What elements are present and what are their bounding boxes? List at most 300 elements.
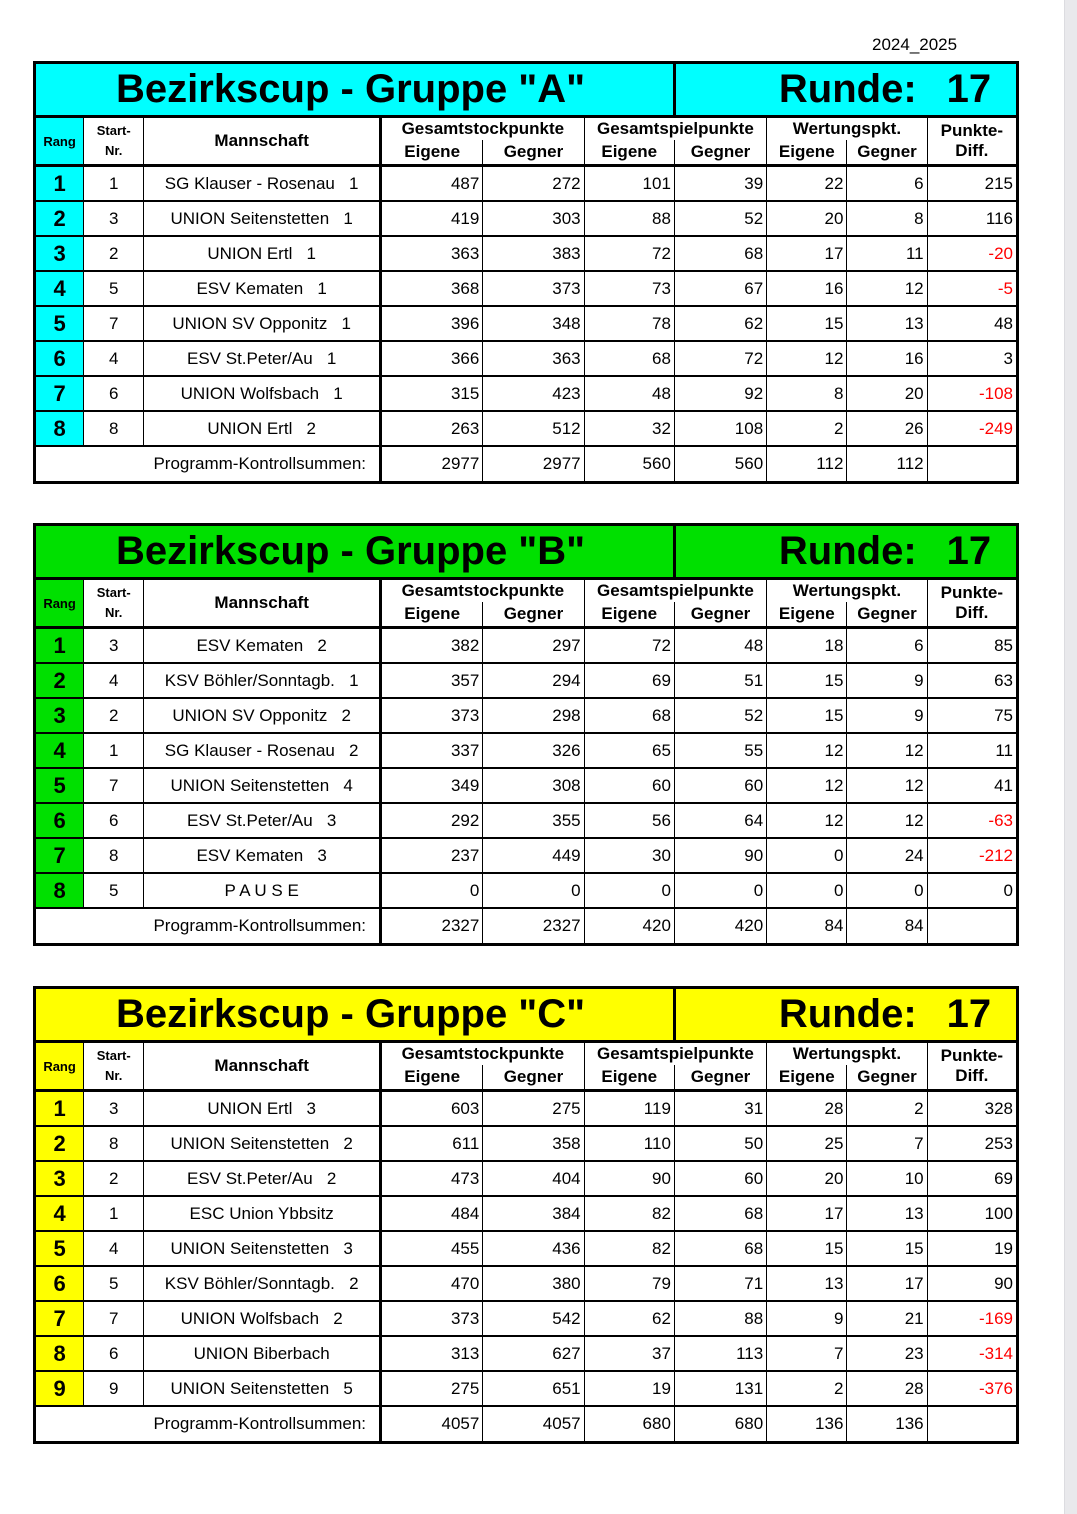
start-nr-header: [84, 579, 144, 628]
stock-own-cell: 275: [381, 1371, 483, 1406]
team-cell: UNION Seitenstetten 4: [144, 768, 381, 803]
gesamtspielpunkte-header: Gesamtspielpunkte: [584, 117, 767, 141]
stock-opp-cell: 384: [483, 1196, 584, 1231]
wert-own-cell: 12: [767, 341, 847, 376]
wert-own-cell: 22: [767, 166, 847, 202]
wert-own-cell: 9: [767, 1301, 847, 1336]
team-cell: SG Klauser - Rosenau 2: [144, 733, 381, 768]
sum-spiel-opp-cell: 560: [674, 446, 766, 483]
sum-stock-own-cell: 2327: [381, 908, 483, 945]
stock-opp-cell: 348: [483, 306, 584, 341]
wert-opp-cell: 24: [847, 838, 927, 873]
wert-own-cell: 16: [767, 271, 847, 306]
diff-cell: 0: [927, 873, 1017, 908]
sum-wert-own-cell: 112: [767, 446, 847, 483]
sum-empty-cell: [927, 908, 1017, 945]
rank-cell: 6: [35, 341, 84, 376]
wert-opp-cell: 9: [847, 698, 927, 733]
team-cell: UNION Ertl 2: [144, 411, 381, 446]
sum-empty-cell: [927, 1406, 1017, 1443]
table-row: [35, 306, 1018, 341]
diff-cell: 75: [927, 698, 1017, 733]
spiel-own-cell: 110: [584, 1126, 674, 1161]
punkte-diff-header-line2: Diff.: [955, 141, 989, 160]
start-nr-cell: 3: [84, 201, 144, 236]
stock-own-cell: 611: [381, 1126, 483, 1161]
start-nr-cell: 6: [84, 803, 144, 838]
wert-own-cell: 17: [767, 1196, 847, 1231]
wert-opp-cell: 12: [847, 271, 927, 306]
punkte-diff-header-line2: Diff.: [955, 1066, 989, 1085]
gegner-header: Gegner: [847, 1065, 927, 1091]
rank-cell: 6: [35, 1266, 84, 1301]
rank-cell: 3: [35, 698, 84, 733]
diff-cell: -314: [927, 1336, 1017, 1371]
wert-opp-cell: 17: [847, 1266, 927, 1301]
start-nr-cell: 4: [84, 1231, 144, 1266]
rank-cell: 8: [35, 873, 84, 908]
table-row: [35, 1336, 1018, 1371]
gegner-header: Gegner: [674, 140, 766, 166]
wertungspkt-header: Wertungspkt.: [767, 117, 927, 141]
spiel-own-cell: 119: [584, 1091, 674, 1127]
eigene-header: Eigene: [381, 140, 483, 166]
diff-cell: -63: [927, 803, 1017, 838]
diff-cell: 90: [927, 1266, 1017, 1301]
wert-opp-cell: 6: [847, 628, 927, 664]
standings-table: [33, 523, 1019, 946]
sum-stock-own-cell: 4057: [381, 1406, 483, 1443]
stock-opp-cell: 373: [483, 271, 584, 306]
stock-opp-cell: 308: [483, 768, 584, 803]
wert-own-cell: 18: [767, 628, 847, 664]
gegner-header: Gegner: [847, 140, 927, 166]
diff-cell: -249: [927, 411, 1017, 446]
spiel-opp-cell: 50: [674, 1126, 766, 1161]
round-cell: [674, 988, 1017, 1042]
start-nr-cell: 6: [84, 376, 144, 411]
team-cell: UNION Seitenstetten 2: [144, 1126, 381, 1161]
punkte-diff-header-line1: Punkte-: [940, 583, 1003, 602]
team-cell: UNION Wolfsbach 1: [144, 376, 381, 411]
spiel-opp-cell: 68: [674, 1231, 766, 1266]
stock-own-cell: 382: [381, 628, 483, 664]
spiel-opp-cell: 64: [674, 803, 766, 838]
wert-own-cell: 0: [767, 873, 847, 908]
wert-opp-cell: 12: [847, 803, 927, 838]
gegner-header: Gegner: [483, 1065, 584, 1091]
diff-cell: 328: [927, 1091, 1017, 1127]
table-row: [35, 376, 1018, 411]
wert-own-cell: 7: [767, 1336, 847, 1371]
stock-opp-cell: 449: [483, 838, 584, 873]
wert-opp-cell: 26: [847, 411, 927, 446]
stock-opp-cell: 627: [483, 1336, 584, 1371]
stock-opp-cell: 651: [483, 1371, 584, 1406]
control-sum-label: Programm-Kontrollsummen:: [35, 446, 381, 483]
spiel-own-cell: 60: [584, 768, 674, 803]
table-row: [35, 166, 1018, 202]
start-nr-cell: 3: [84, 628, 144, 664]
table-row: [35, 1231, 1018, 1266]
team-cell: ESV St.Peter/Au 3: [144, 803, 381, 838]
start-nr-cell: 5: [84, 1266, 144, 1301]
sum-spiel-opp-cell: 680: [674, 1406, 766, 1443]
sum-wert-own-cell: 136: [767, 1406, 847, 1443]
spiel-opp-cell: 108: [674, 411, 766, 446]
sum-empty-cell: [927, 446, 1017, 483]
control-sum-label: Programm-Kontrollsummen:: [35, 1406, 381, 1443]
sum-wert-opp-cell: 136: [847, 1406, 927, 1443]
team-cell: UNION Seitenstetten 5: [144, 1371, 381, 1406]
wert-opp-cell: 7: [847, 1126, 927, 1161]
diff-cell: 85: [927, 628, 1017, 664]
table-row: [35, 698, 1018, 733]
sum-wert-opp-cell: 112: [847, 446, 927, 483]
punkte-diff-header: [927, 1042, 1017, 1091]
spiel-opp-cell: 0: [674, 873, 766, 908]
sum-spiel-own-cell: 560: [584, 446, 674, 483]
eigene-header: Eigene: [381, 602, 483, 628]
rank-cell: 7: [35, 1301, 84, 1336]
spiel-opp-cell: 60: [674, 768, 766, 803]
rank-cell: 1: [35, 166, 84, 202]
sum-wert-opp-cell: 84: [847, 908, 927, 945]
start-nr-header-line1: Start-: [96, 585, 131, 600]
start-nr-cell: 8: [84, 411, 144, 446]
stock-own-cell: 315: [381, 376, 483, 411]
gegner-header: Gegner: [483, 140, 584, 166]
table-row: [35, 341, 1018, 376]
table-row: [35, 1301, 1018, 1336]
wert-own-cell: 20: [767, 201, 847, 236]
start-nr-cell: 5: [84, 873, 144, 908]
spiel-own-cell: 19: [584, 1371, 674, 1406]
spiel-own-cell: 0: [584, 873, 674, 908]
rank-cell: 4: [35, 733, 84, 768]
stock-opp-cell: 275: [483, 1091, 584, 1127]
eigene-header: Eigene: [381, 1065, 483, 1091]
team-cell: ESV Kematen 3: [144, 838, 381, 873]
rank-cell: 8: [35, 411, 84, 446]
diff-cell: 100: [927, 1196, 1017, 1231]
round-label: Runde:: [778, 67, 917, 111]
wert-own-cell: 13: [767, 1266, 847, 1301]
team-cell: UNION SV Opponitz 1: [144, 306, 381, 341]
stock-opp-cell: 436: [483, 1231, 584, 1266]
stock-opp-cell: 0: [483, 873, 584, 908]
start-nr-cell: 1: [84, 1196, 144, 1231]
spiel-own-cell: 78: [584, 306, 674, 341]
stock-own-cell: 373: [381, 1301, 483, 1336]
team-cell: UNION Biberbach: [144, 1336, 381, 1371]
start-nr-cell: 1: [84, 166, 144, 202]
stock-own-cell: 292: [381, 803, 483, 838]
team-cell: UNION Seitenstetten 3: [144, 1231, 381, 1266]
round-number: 17: [946, 529, 992, 573]
round-number: 17: [946, 67, 992, 111]
wert-opp-cell: 2: [847, 1091, 927, 1127]
round-label: Runde:: [778, 992, 917, 1036]
team-cell: ESC Union Ybbsitz: [144, 1196, 381, 1231]
diff-cell: -169: [927, 1301, 1017, 1336]
eigene-header: Eigene: [767, 602, 847, 628]
stock-own-cell: 473: [381, 1161, 483, 1196]
gegner-header: Gegner: [674, 1065, 766, 1091]
wert-opp-cell: 6: [847, 166, 927, 202]
start-nr-cell: 8: [84, 838, 144, 873]
sum-stock-opp-cell: 2977: [483, 446, 584, 483]
sum-spiel-own-cell: 420: [584, 908, 674, 945]
rang-header: Rang: [35, 579, 84, 628]
spiel-opp-cell: 90: [674, 838, 766, 873]
table-row: [35, 1371, 1018, 1406]
table-row: [35, 1266, 1018, 1301]
spiel-own-cell: 48: [584, 376, 674, 411]
stock-own-cell: 313: [381, 1336, 483, 1371]
wert-own-cell: 12: [767, 768, 847, 803]
spiel-opp-cell: 60: [674, 1161, 766, 1196]
start-nr-cell: 2: [84, 236, 144, 271]
diff-cell: 116: [927, 201, 1017, 236]
wert-own-cell: 17: [767, 236, 847, 271]
diff-cell: 253: [927, 1126, 1017, 1161]
wert-own-cell: 20: [767, 1161, 847, 1196]
wert-opp-cell: 23: [847, 1336, 927, 1371]
rank-cell: 2: [35, 1126, 84, 1161]
spiel-own-cell: 72: [584, 628, 674, 664]
team-cell: ESV Kematen 1: [144, 271, 381, 306]
team-cell: UNION Wolfsbach 2: [144, 1301, 381, 1336]
wert-own-cell: 15: [767, 1231, 847, 1266]
table-row: [35, 628, 1018, 664]
control-sum-row: [35, 1406, 1018, 1443]
spiel-own-cell: 37: [584, 1336, 674, 1371]
start-nr-cell: 7: [84, 768, 144, 803]
mannschaft-header: Mannschaft: [144, 1042, 381, 1091]
diff-cell: 48: [927, 306, 1017, 341]
wert-own-cell: 12: [767, 733, 847, 768]
start-nr-header-line2: Nr.: [105, 1068, 123, 1083]
rank-cell: 4: [35, 1196, 84, 1231]
stock-own-cell: 337: [381, 733, 483, 768]
gegner-header: Gegner: [847, 602, 927, 628]
round-cell: [674, 63, 1017, 117]
wert-own-cell: 15: [767, 306, 847, 341]
wert-opp-cell: 13: [847, 1196, 927, 1231]
rank-cell: 7: [35, 376, 84, 411]
rang-header: Rang: [35, 1042, 84, 1091]
sum-stock-opp-cell: 2327: [483, 908, 584, 945]
standings-table: [33, 986, 1019, 1444]
wert-opp-cell: 12: [847, 733, 927, 768]
wert-own-cell: 15: [767, 663, 847, 698]
wert-own-cell: 12: [767, 803, 847, 838]
team-cell: SG Klauser - Rosenau 1: [144, 166, 381, 202]
start-nr-cell: 7: [84, 1301, 144, 1336]
stock-opp-cell: 423: [483, 376, 584, 411]
start-nr-cell: 5: [84, 271, 144, 306]
stock-own-cell: 470: [381, 1266, 483, 1301]
team-cell: ESV St.Peter/Au 2: [144, 1161, 381, 1196]
punkte-diff-header-line2: Diff.: [955, 603, 989, 622]
rank-cell: 3: [35, 236, 84, 271]
sum-spiel-opp-cell: 420: [674, 908, 766, 945]
wert-own-cell: 0: [767, 838, 847, 873]
team-cell: P A U S E: [144, 873, 381, 908]
spiel-opp-cell: 72: [674, 341, 766, 376]
stock-own-cell: 487: [381, 166, 483, 202]
team-cell: UNION Ertl 3: [144, 1091, 381, 1127]
diff-cell: -376: [927, 1371, 1017, 1406]
stock-opp-cell: 363: [483, 341, 584, 376]
rank-cell: 9: [35, 1371, 84, 1406]
start-nr-cell: 9: [84, 1371, 144, 1406]
spiel-own-cell: 90: [584, 1161, 674, 1196]
sum-wert-own-cell: 84: [767, 908, 847, 945]
stock-opp-cell: 326: [483, 733, 584, 768]
stock-opp-cell: 404: [483, 1161, 584, 1196]
start-nr-cell: 7: [84, 306, 144, 341]
spiel-opp-cell: 51: [674, 663, 766, 698]
rank-cell: 5: [35, 306, 84, 341]
stock-own-cell: 366: [381, 341, 483, 376]
table-row: [35, 236, 1018, 271]
spiel-own-cell: 30: [584, 838, 674, 873]
group-title: Bezirkscup - Gruppe "B": [35, 525, 675, 579]
round-cell: [674, 525, 1017, 579]
start-nr-cell: 2: [84, 698, 144, 733]
stock-own-cell: 396: [381, 306, 483, 341]
punkte-diff-header: [927, 117, 1017, 166]
stock-opp-cell: 303: [483, 201, 584, 236]
stock-opp-cell: 272: [483, 166, 584, 202]
team-cell: UNION SV Opponitz 2: [144, 698, 381, 733]
scrollbar[interactable]: [1064, 0, 1077, 1514]
gegner-header: Gegner: [483, 602, 584, 628]
control-sum-row: [35, 908, 1018, 945]
gesamtstockpunkte-header: Gesamtstockpunkte: [381, 579, 585, 603]
group-title: Bezirkscup - Gruppe "C": [35, 988, 675, 1042]
spiel-own-cell: 68: [584, 341, 674, 376]
spiel-own-cell: 88: [584, 201, 674, 236]
stock-own-cell: 368: [381, 271, 483, 306]
wert-opp-cell: 21: [847, 1301, 927, 1336]
table-row: [35, 1196, 1018, 1231]
group-b-table: [33, 523, 1019, 946]
wert-opp-cell: 12: [847, 768, 927, 803]
wert-opp-cell: 10: [847, 1161, 927, 1196]
wert-opp-cell: 0: [847, 873, 927, 908]
wert-opp-cell: 9: [847, 663, 927, 698]
team-cell: ESV Kematen 2: [144, 628, 381, 664]
stock-opp-cell: 355: [483, 803, 584, 838]
table-row: [35, 663, 1018, 698]
stock-opp-cell: 294: [483, 663, 584, 698]
spiel-opp-cell: 52: [674, 201, 766, 236]
table-row: [35, 803, 1018, 838]
group-title: Bezirkscup - Gruppe "A": [35, 63, 675, 117]
spiel-opp-cell: 52: [674, 698, 766, 733]
wert-opp-cell: 16: [847, 341, 927, 376]
spiel-opp-cell: 39: [674, 166, 766, 202]
start-nr-cell: 2: [84, 1161, 144, 1196]
rank-cell: 5: [35, 1231, 84, 1266]
stock-opp-cell: 542: [483, 1301, 584, 1336]
rank-cell: 2: [35, 663, 84, 698]
spiel-opp-cell: 48: [674, 628, 766, 664]
diff-cell: 11: [927, 733, 1017, 768]
team-cell: ESV St.Peter/Au 1: [144, 341, 381, 376]
stock-own-cell: 0: [381, 873, 483, 908]
sum-spiel-own-cell: 680: [584, 1406, 674, 1443]
spiel-own-cell: 73: [584, 271, 674, 306]
table-row: [35, 873, 1018, 908]
start-nr-header-line2: Nr.: [105, 143, 123, 158]
standings-table: [33, 61, 1019, 484]
spiel-opp-cell: 31: [674, 1091, 766, 1127]
stock-opp-cell: 298: [483, 698, 584, 733]
spiel-own-cell: 69: [584, 663, 674, 698]
wert-own-cell: 2: [767, 1371, 847, 1406]
table-row: [35, 768, 1018, 803]
rank-cell: 6: [35, 803, 84, 838]
team-cell: KSV Böhler/Sonntagb. 1: [144, 663, 381, 698]
start-nr-header-line1: Start-: [96, 1048, 131, 1063]
eigene-header: Eigene: [767, 1065, 847, 1091]
gesamtstockpunkte-header: Gesamtstockpunkte: [381, 1042, 585, 1066]
stock-own-cell: 603: [381, 1091, 483, 1127]
start-nr-header: [84, 1042, 144, 1091]
wert-opp-cell: 28: [847, 1371, 927, 1406]
spiel-own-cell: 101: [584, 166, 674, 202]
stock-opp-cell: 297: [483, 628, 584, 664]
spiel-own-cell: 72: [584, 236, 674, 271]
gesamtspielpunkte-header: Gesamtspielpunkte: [584, 579, 767, 603]
stock-own-cell: 237: [381, 838, 483, 873]
spiel-opp-cell: 88: [674, 1301, 766, 1336]
spiel-opp-cell: 113: [674, 1336, 766, 1371]
spiel-own-cell: 82: [584, 1231, 674, 1266]
round-label: Runde:: [778, 529, 917, 573]
team-cell: KSV Böhler/Sonntagb. 2: [144, 1266, 381, 1301]
rank-cell: 1: [35, 628, 84, 664]
table-row: [35, 1161, 1018, 1196]
wert-opp-cell: 11: [847, 236, 927, 271]
rank-cell: 2: [35, 201, 84, 236]
stock-opp-cell: 512: [483, 411, 584, 446]
punkte-diff-header-line1: Punkte-: [940, 1046, 1003, 1065]
wert-own-cell: 15: [767, 698, 847, 733]
wert-own-cell: 25: [767, 1126, 847, 1161]
spiel-opp-cell: 55: [674, 733, 766, 768]
spiel-opp-cell: 131: [674, 1371, 766, 1406]
stock-own-cell: 349: [381, 768, 483, 803]
spiel-own-cell: 79: [584, 1266, 674, 1301]
gegner-header: Gegner: [674, 602, 766, 628]
start-nr-header-line1: Start-: [96, 123, 131, 138]
season-label: 2024_2025: [872, 35, 958, 54]
diff-cell: 69: [927, 1161, 1017, 1196]
gesamtspielpunkte-header: Gesamtspielpunkte: [584, 1042, 767, 1066]
spiel-own-cell: 32: [584, 411, 674, 446]
rang-header: Rang: [35, 117, 84, 166]
start-nr-cell: 4: [84, 663, 144, 698]
diff-cell: 215: [927, 166, 1017, 202]
gesamtstockpunkte-header: Gesamtstockpunkte: [381, 117, 585, 141]
table-row: [35, 1091, 1018, 1127]
spiel-opp-cell: 71: [674, 1266, 766, 1301]
